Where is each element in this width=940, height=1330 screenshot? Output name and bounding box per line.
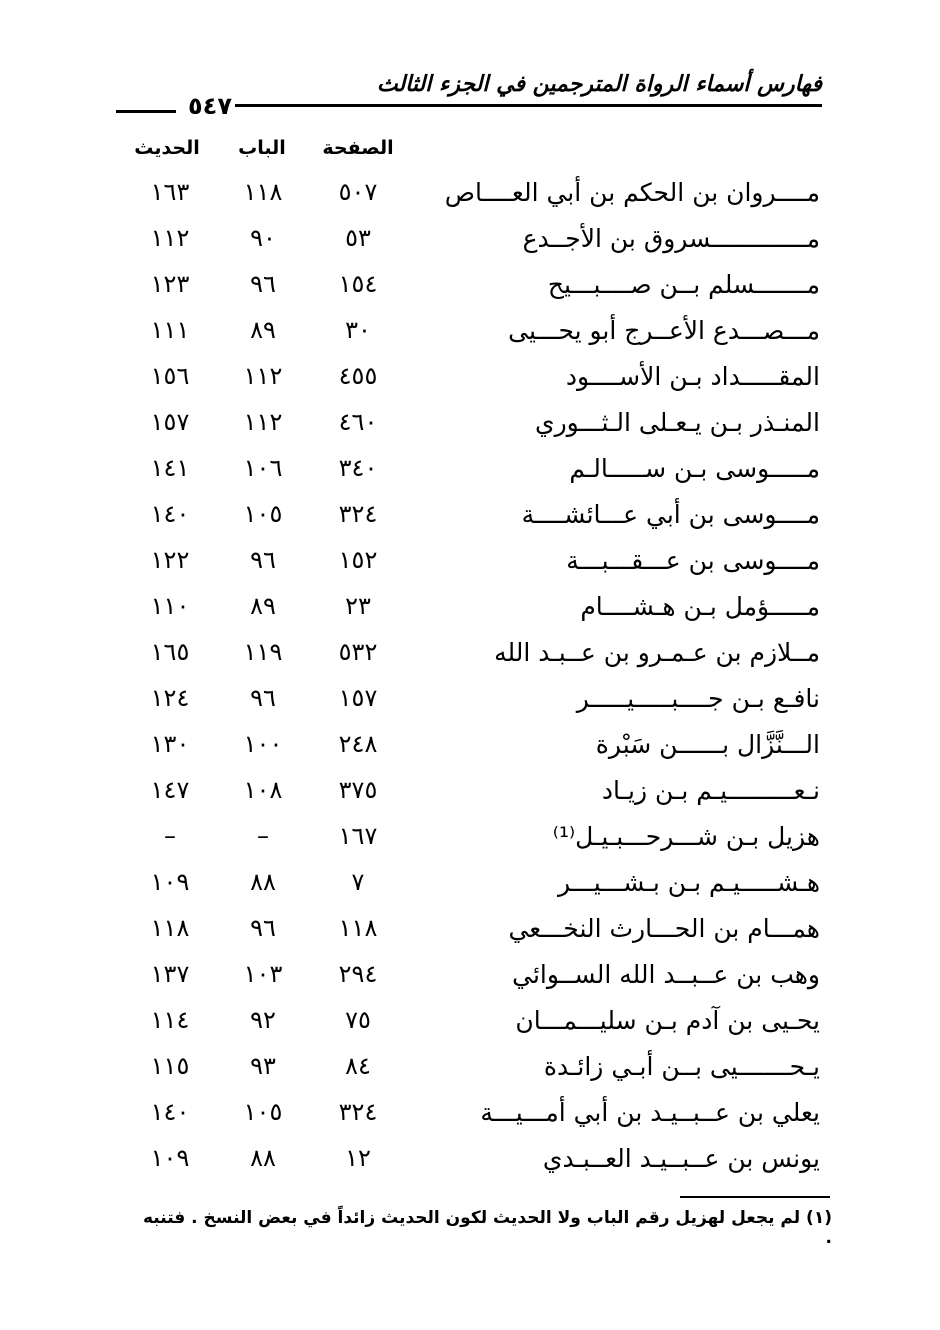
- page-ref: ١٥٤: [338, 270, 378, 298]
- narrator-name: الـــنَّزَّال بــــــن سَبْرة: [595, 730, 820, 759]
- bab-ref: ٨٨: [250, 868, 276, 896]
- hadith-ref: –: [164, 822, 176, 850]
- hadith-ref: ١١٠: [150, 592, 190, 620]
- hadith-ref: ١١٥: [150, 1052, 190, 1080]
- header-rule-left: [116, 110, 176, 113]
- narrator-name: مــلازم بن عـمـرو بن عــبـد الله: [494, 638, 820, 667]
- table-row: [0, 816, 940, 862]
- bab-ref: ٩٦: [250, 914, 276, 942]
- narrator-name: نـعـــــــــيـم بـن زيـاد: [601, 776, 820, 805]
- table-row: [0, 356, 940, 402]
- hadith-ref: ١١٢: [150, 224, 190, 252]
- narrator-name: مـــــــسلم بــن صــــبـــيح: [547, 270, 820, 299]
- narrator-name: يحـيى بن آدم بـن سليـــمـــان: [515, 1006, 820, 1035]
- page-ref: ١٥٢: [338, 546, 378, 574]
- narrator-name: يونس بن عــبــيـد العــبـدي: [542, 1144, 820, 1173]
- table-row: [0, 218, 940, 264]
- page-ref: ٤٥٥: [338, 362, 378, 390]
- page-ref: ٤٦٠: [338, 408, 378, 436]
- hadith-ref: ١٤٧: [150, 776, 190, 804]
- narrator-name: همـــام بن الحـــارث النخـــعي: [508, 914, 820, 943]
- bab-ref: ٨٩: [250, 316, 276, 344]
- bab-ref: –: [257, 822, 269, 850]
- table-row: [0, 540, 940, 586]
- table-row: [0, 724, 940, 770]
- narrator-name: مــــوسى بن عـــقـــبـــة: [566, 546, 820, 575]
- hadith-ref: ١٢٢: [150, 546, 190, 574]
- table-row: [0, 632, 940, 678]
- table-row: [0, 678, 940, 724]
- page-ref: ٥٣: [345, 224, 371, 252]
- bab-ref: ١١٩: [243, 638, 283, 666]
- page-number: ٥٤٧: [188, 92, 232, 120]
- hadith-ref: ١٢٤: [150, 684, 190, 712]
- hadith-ref: ١٣٧: [150, 960, 190, 988]
- hadith-ref: ١١٨: [150, 914, 190, 942]
- table-row: [0, 310, 940, 356]
- bab-ref: ١١٨: [243, 178, 283, 206]
- narrator-name: يـحـــــــيى بــن أبـي زائـدة: [543, 1052, 820, 1081]
- page-ref: ٧٥: [345, 1006, 371, 1034]
- hadith-ref: ١٣٠: [150, 730, 190, 758]
- table-row: [0, 770, 940, 816]
- page-ref: ٥٣٢: [338, 638, 378, 666]
- table-row: [0, 1000, 940, 1046]
- page-ref: ٢٩٤: [338, 960, 378, 988]
- bab-ref: ١٠٨: [243, 776, 283, 804]
- narrator-name: مــــوسى بن أبي عـــائشــــة: [521, 500, 820, 529]
- narrator-name: المقـــــداد بـن الأســــود: [565, 362, 820, 391]
- narrator-name: هزيل بـن شـــرحـــبـيـل⁽¹⁾: [552, 822, 820, 851]
- hadith-ref: ١١٤: [150, 1006, 190, 1034]
- narrator-name: يعلي بن عــبــيـد بن أبي أمـــيـــة: [480, 1098, 820, 1127]
- hadith-ref: ١١١: [150, 316, 190, 344]
- page-ref: ٧: [351, 868, 365, 896]
- hadith-ref: ١٠٩: [150, 868, 190, 896]
- bab-ref: ٩٠: [250, 224, 276, 252]
- narrator-name: هـشـــــيـم بـن بـشـــيـــر: [557, 868, 820, 897]
- hadith-ref: ١٤٠: [150, 1098, 190, 1126]
- page-ref: ١٥٧: [338, 684, 378, 712]
- table-row: [0, 402, 940, 448]
- page-ref: ٣٧٥: [338, 776, 378, 804]
- bab-ref: ١١٢: [243, 408, 283, 436]
- table-row: [0, 954, 940, 1000]
- table-row: [0, 1046, 940, 1092]
- table-row: [0, 862, 940, 908]
- narrator-name: المنـذر بـن يـعـلى الـثـــوري: [535, 408, 820, 437]
- bab-ref: ١٠٥: [243, 1098, 283, 1126]
- column-headers: [0, 137, 940, 167]
- footnote: (١) لم يجعل لهزيل رقم الباب ولا الحديث لكون الحديث زائداً في بعض النسخ . فتنبه .: [143, 1208, 832, 1248]
- page-ref: ٣٤٠: [338, 454, 378, 482]
- bab-ref: ١٠٠: [243, 730, 283, 758]
- bab-ref: ٨٨: [250, 1144, 276, 1172]
- narrator-name: مـــصـــدع الأعــرج أبو يحـــيى: [508, 316, 820, 345]
- table-row: [0, 1138, 940, 1184]
- bab-ref: ٩٣: [250, 1052, 276, 1080]
- hadith-ref: ١٠٩: [150, 1144, 190, 1172]
- running-title: فهارس أسماء الرواة المترجمين في الجزء الثالث: [376, 72, 822, 97]
- column-header-hadith: الحديث: [134, 137, 200, 159]
- table-row: [0, 586, 940, 632]
- page-ref: ٣٠: [345, 316, 371, 344]
- narrator-name: مـــــوسى بـن ســـــالـم: [569, 454, 820, 483]
- hadith-ref: ١٦٣: [150, 178, 190, 206]
- bab-ref: ٩٢: [250, 1006, 276, 1034]
- hadith-ref: ١٥٧: [150, 408, 190, 436]
- table-row: [0, 172, 940, 218]
- page-ref: ١١٨: [338, 914, 378, 942]
- bab-ref: ١٠٥: [243, 500, 283, 528]
- table-row: [0, 264, 940, 310]
- narrator-name: مـــــؤمل بـن هـشــــام: [580, 592, 820, 621]
- narrator-index-table: [0, 172, 940, 1184]
- footnote-rule: [680, 1196, 830, 1198]
- narrator-name: مــــروان بن الحكم بن أبي العــــاص: [444, 178, 820, 207]
- table-row: [0, 494, 940, 540]
- hadith-ref: ١٤٠: [150, 500, 190, 528]
- table-row: [0, 448, 940, 494]
- page-ref: ٥٠٧: [338, 178, 378, 206]
- page-ref: ٣٢٤: [338, 500, 378, 528]
- hadith-ref: ١٦٥: [150, 638, 190, 666]
- hadith-ref: ١٢٣: [150, 270, 190, 298]
- header-rule: [235, 104, 822, 107]
- bab-ref: ١١٢: [243, 362, 283, 390]
- hadith-ref: ١٥٦: [150, 362, 190, 390]
- bab-ref: ٨٩: [250, 592, 276, 620]
- page-ref: ١٦٧: [338, 822, 378, 850]
- table-row: [0, 1092, 940, 1138]
- bab-ref: ٩٦: [250, 684, 276, 712]
- column-header-bab: الباب: [238, 137, 286, 159]
- bab-ref: ٩٦: [250, 270, 276, 298]
- bab-ref: ١٠٦: [243, 454, 283, 482]
- narrator-name: نافـع بـن جــــبـــــيـــــر: [576, 684, 820, 713]
- bab-ref: ٩٦: [250, 546, 276, 574]
- page-ref: ٨٤: [345, 1052, 371, 1080]
- column-header-page: الصفحة: [322, 137, 394, 159]
- page-ref: ٢٣: [345, 592, 371, 620]
- hadith-ref: ١٤١: [150, 454, 190, 482]
- narrator-name: وهب بن عــبــد الله الســوائي: [512, 960, 820, 989]
- page-ref: ١٢: [345, 1144, 371, 1172]
- page-ref: ٢٤٨: [338, 730, 378, 758]
- page-ref: ٣٢٤: [338, 1098, 378, 1126]
- narrator-name: مـــــــــــــسروق بن الأجــدع: [522, 224, 820, 253]
- bab-ref: ١٠٣: [243, 960, 283, 988]
- table-row: [0, 908, 940, 954]
